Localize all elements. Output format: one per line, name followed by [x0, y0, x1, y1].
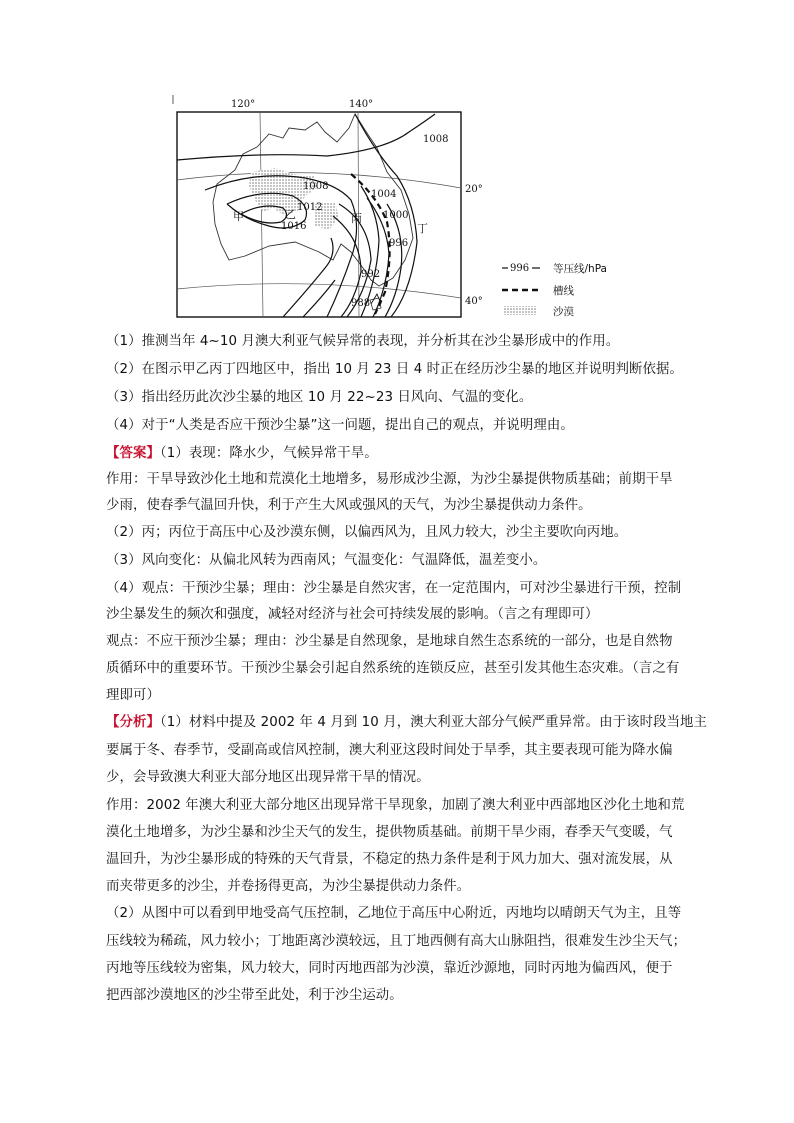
isobar-label: 1008 — [423, 134, 449, 145]
isobar-label: 988 — [351, 298, 371, 309]
isobar-label: 1012 — [297, 202, 323, 213]
question-line: （2）在图示甲乙丙丁四地区中，指出 10 月 23 日 4 时正在经历沙尘暴的地区并说明判断依据。 — [106, 362, 684, 377]
analysis-line: 压线较为稀疏，风力较小；丁地距离沙漠较远，且丁地西侧有高大山脉阻挡，很难发生沙尘天气； — [106, 934, 687, 949]
question-line: （1）推测当年 4~10 月澳大利亚气候异常的表现，并分析其在沙尘暴形成中的作用。 — [106, 334, 620, 349]
isobar-label: 1016 — [281, 221, 307, 232]
answer-line: （4）观点：干预沙尘暴；理由：沙尘暴是自然灾害，在一定范围内，可对沙尘暴进行干预，控制 — [106, 581, 682, 596]
analysis-line: 少，会导致澳大利亚大部分地区出现异常干旱的情况。 — [106, 770, 430, 785]
answer-line: 观点：不应干预沙尘暴；理由：沙尘暴是自然现象，是地球自然生态系统的一部分，也是自然物 — [106, 634, 673, 649]
lat-label: 40° — [465, 296, 483, 307]
question-line: （4）对于“人类是否应干预沙尘暴”这一问题，提出自己的观点，并说明理由。 — [106, 418, 574, 433]
isobar-map — [165, 92, 665, 324]
answer-tag: 【答案】 — [106, 446, 160, 461]
analysis-line: 作用：2002 年澳大利亚大部分地区出现异常干旱现象，加剧了澳大利亚中西部地区沙化土地和荒 — [106, 798, 685, 813]
isobar-label: 996 — [389, 238, 409, 249]
answer-line: 沙尘暴发生的频次和强度，减轻对经济与社会可持续发展的影响。（言之有理即可） — [106, 607, 599, 622]
analysis-line: （2）从图中可以看到甲地受高气压控制，乙地位于高压中心附近，丙地均以晴朗天气为主，且等 — [106, 906, 682, 921]
analysis-heading-line — [106, 713, 708, 733]
legend-trough-text: 槽线 — [553, 285, 574, 297]
answer-line: （3）风向变化：从偏北风转为西南风；气温变化：气温降低，温差变小。 — [106, 553, 547, 568]
analysis-line: 而夹带更多的沙尘，并卷扬得更高，为沙尘暴提供动力条件。 — [106, 879, 471, 894]
answer-line: （2）丙；丙位于高压中心及沙漠东侧，以偏西风为，且风力较大，沙尘主要吹向丙地。 — [106, 525, 628, 540]
analysis-line: 丙地等压线较为密集，风力较大，同时丙地西部为沙漠，靠近沙源地，同时丙地为偏西风，便于 — [106, 961, 673, 976]
isobar-label: 1000 — [383, 210, 409, 221]
answer-line: 质循环中的重要环节。干预沙尘暴会引起自然系统的连锁反应，甚至引发其他生态灾难。（言之有 — [106, 661, 680, 676]
isobar-label: 1008 — [303, 181, 329, 192]
region-label-yi: 乙 — [285, 208, 296, 221]
answer-line: 理即可） — [106, 688, 160, 703]
legend-desert-swatch — [504, 306, 536, 315]
answer-heading-line — [106, 444, 696, 464]
answer-text: （1）表现：降水少，气候异常干旱。 — [159, 446, 378, 461]
answer-line: 作用：干旱导致沙化土地和荒漠化土地增多，易形成沙尘源，为沙尘暴提供物质基础；前期干旱 — [106, 472, 673, 487]
analysis-line: 把西部沙漠地区的沙尘带至此处，利于沙尘运动。 — [106, 988, 403, 1003]
region-label-jia: 甲 — [233, 210, 244, 223]
analysis-tag: 【分析】 — [106, 715, 160, 730]
analysis-line: 漠化土地增多，为沙尘暴和沙尘天气的发生，提供物质基础。前期干旱少雨，春季天气变暖，气 — [106, 825, 673, 840]
lon-label: 140° — [349, 99, 374, 110]
legend-isobar-value: 996 — [510, 263, 530, 274]
analysis-text: （1）材料中提及 2002 年 4 月到 10 月，澳大利亚大部分气候严重异常。由于该时段当地主 — [159, 715, 708, 730]
region-label-bing: 丙 — [351, 212, 362, 225]
answer-line: 少雨，使春季气温回升快，利于产生大风或强风的天气，为沙尘暴提供动力条件。 — [106, 498, 592, 513]
isobar-label: 1004 — [371, 189, 397, 200]
region-label-ding: 丁 — [417, 222, 428, 235]
legend-isobar-text: 等压线/hPa — [553, 263, 607, 275]
legend-desert-text: 沙漠 — [553, 306, 574, 318]
map-legend — [502, 262, 607, 318]
lon-label: 120° — [231, 99, 256, 110]
lat-label: 20° — [465, 184, 483, 195]
analysis-line: 温回升，为沙尘暴形成的特殊的天气背景，不稳定的热力条件是利于风力加大、强对流发展，从 — [106, 852, 673, 867]
weather-map-figure — [165, 92, 665, 324]
question-line: （3）指出经历此次沙尘暴的地区 10 月 22~23 日风向、气温的变化。 — [106, 390, 533, 405]
isobar-label: 992 — [361, 269, 381, 280]
analysis-line: 要属于冬、春季节，受副高或信风控制，澳大利亚这段时间处于旱季，其主要表现可能为降水偏 — [106, 743, 673, 758]
